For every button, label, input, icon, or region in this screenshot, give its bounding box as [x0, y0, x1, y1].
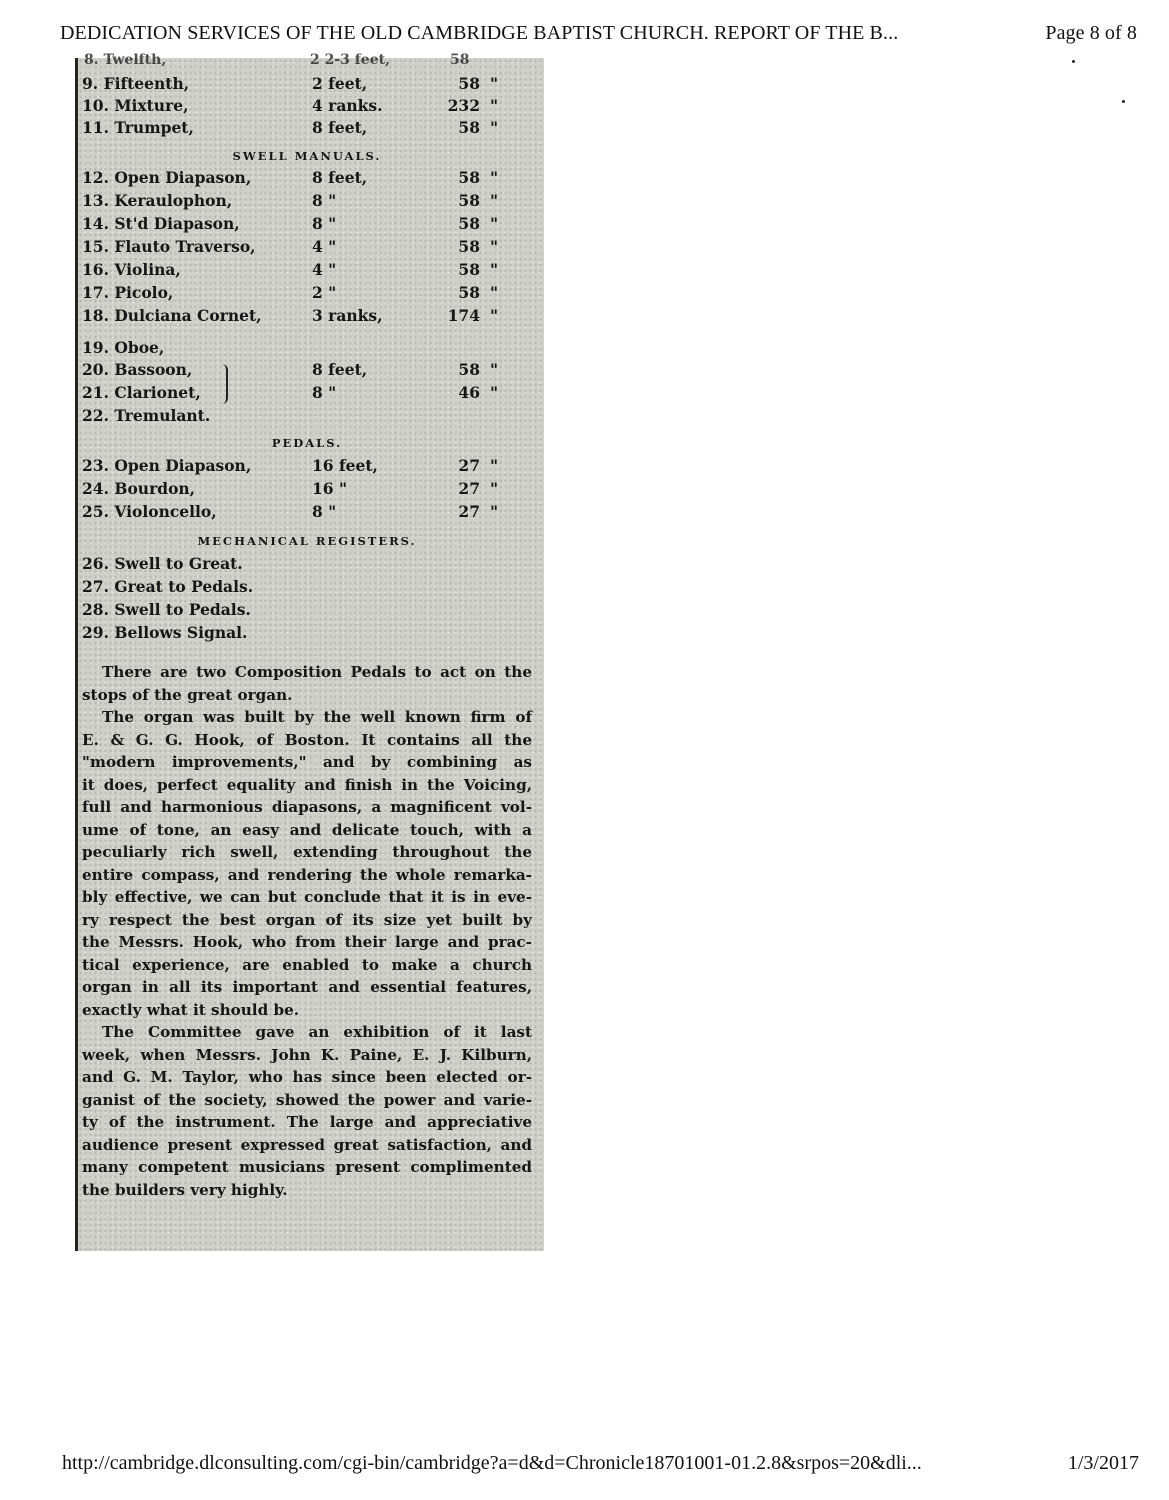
scan-speck: [1122, 100, 1125, 103]
stop-pipes: 58: [458, 74, 480, 93]
article-line: ty of the instrument. The large and appreciative: [82, 1113, 532, 1131]
stop-name: 24. Bourdon,: [82, 479, 196, 498]
stop-row: [82, 283, 532, 305]
article-line: the Messrs. Hook, who from their large and prac-: [82, 933, 532, 951]
stop-row: [82, 237, 532, 259]
ditto-mark: ": [490, 502, 499, 521]
pedals-heading: PEDALS.: [271, 436, 343, 450]
mechanical-registers-heading: MECHANICAL REGISTERS.: [197, 534, 417, 548]
article-line: ume of tone, an easy and delicate touch, with a: [82, 820, 532, 839]
article-line: many competent musicians present complimented: [82, 1158, 532, 1176]
stop-size: 4 ": [312, 237, 337, 256]
article-line: audience present expressed great satisfaction, and: [82, 1135, 532, 1154]
document-title: DEDICATION SERVICES OF THE OLD CAMBRIDGE BAPTIST CHURCH. REPORT OF THE B...: [60, 22, 899, 44]
article-body: [82, 661, 532, 1201]
stop-pipes: 174: [447, 306, 480, 325]
stop-pipes: 58: [458, 168, 480, 187]
register-row: 29. Bellows Signal.: [82, 623, 248, 642]
stop-row: [82, 96, 532, 118]
stop-row: [82, 260, 532, 282]
ditto-mark: ": [490, 118, 499, 137]
ditto-mark: ": [490, 306, 499, 325]
stop-size: 8 ": [312, 502, 337, 521]
stop-name: 12. Open Diapason,: [82, 168, 252, 187]
stop-name: 10. Mixture,: [82, 96, 189, 115]
stop-size: 2 feet,: [312, 74, 368, 93]
stop-row: [82, 479, 532, 501]
stop-pipes: 58: [458, 360, 480, 379]
article-line: tical experience, are enabled to make a church: [82, 955, 532, 974]
cut-line-name: 8. Twelfth,: [84, 52, 167, 68]
ditto-mark: ": [490, 237, 499, 256]
stop-size: 8 feet,: [312, 118, 368, 137]
ditto-mark: ": [490, 283, 499, 302]
stop-pipes: 46: [458, 383, 480, 402]
cut-line-pipes: 58: [450, 52, 470, 68]
stop-pipes: 27: [458, 479, 480, 498]
stop-row: [82, 383, 532, 405]
stop-size: 16 ": [312, 479, 348, 498]
stop-pipes: 58: [458, 214, 480, 233]
stop-pipes: 58: [458, 283, 480, 302]
ditto-mark: ": [490, 360, 499, 379]
stop-name: 16. Violina,: [82, 260, 181, 279]
ditto-mark: ": [490, 74, 499, 93]
article-line: The organ was built by the well known firm of: [102, 708, 532, 726]
article-line: ganist of the society, showed the power and varie-: [82, 1090, 532, 1109]
swell-manuals-heading: SWELL MANUALS.: [232, 149, 382, 163]
print-date: 1/3/2017: [1067, 1452, 1139, 1474]
article-line: ry respect the best organ of its size yet built by: [82, 910, 532, 929]
stop-size: 8 feet,: [312, 360, 368, 379]
cut-line-size: 2 2-3 feet,: [310, 52, 390, 68]
stop-name: 9. Fifteenth,: [82, 74, 190, 93]
stop-name: 11. Trumpet,: [82, 118, 194, 137]
stop-row: [82, 338, 532, 360]
stop-size: 8 feet,: [312, 168, 368, 187]
stop-size: 4 ranks.: [312, 96, 383, 115]
stop-row: [82, 360, 532, 382]
stop-size: 8 ": [312, 383, 337, 402]
stop-pipes: 27: [458, 502, 480, 521]
stop-size: 3 ranks,: [312, 306, 383, 325]
newspaper-clipping: [75, 52, 544, 1251]
stop-name: 23. Open Diapason,: [82, 456, 252, 475]
ditto-mark: ": [490, 260, 499, 279]
article-line: exactly what it should be.: [82, 1000, 300, 1019]
scan-speck: [1072, 60, 1075, 63]
print-header: [60, 22, 1137, 45]
article-line: The Committee gave an exhibition of it last: [102, 1023, 532, 1041]
article-line: and G. M. Taylor, who has since been elected or-: [82, 1068, 532, 1086]
stop-row: [82, 168, 532, 190]
stop-row: [82, 502, 532, 524]
stop-pipes: 58: [458, 237, 480, 256]
stop-pipes: 27: [458, 456, 480, 475]
article-line: stops of the great organ.: [82, 685, 293, 704]
stop-row: [82, 406, 532, 428]
ditto-mark: ": [490, 168, 499, 187]
article-line: it does, perfect equality and finish in the Voicing,: [82, 775, 532, 794]
stop-name: 13. Keraulophon,: [82, 191, 233, 210]
stop-name: 22. Tremulant.: [82, 406, 211, 425]
stop-name: 15. Flauto Traverso,: [82, 237, 256, 256]
stop-row: [82, 191, 532, 213]
register-row: 28. Swell to Pedals.: [82, 600, 251, 619]
article-line: entire compass, and rendering the whole remarka-: [82, 865, 532, 884]
source-url: http://cambridge.dlconsulting.com/cgi-bin/cambridge?a=d&d=Chronicle18701001-01.2.8&srpos=20&dli...: [62, 1452, 922, 1474]
ditto-mark: ": [490, 214, 499, 233]
article-line: bly effective, we can but conclude that it is in eve-: [82, 888, 532, 906]
article-line: There are two Composition Pedals to act on the: [102, 663, 532, 681]
page-number: Page 8 of 8: [1045, 22, 1137, 44]
register-row: 26. Swell to Great.: [82, 554, 243, 573]
print-footer: [62, 1452, 1139, 1475]
stop-row: [82, 74, 532, 96]
stop-name: 19. Oboe,: [82, 338, 165, 357]
stop-size: 2 ": [312, 283, 337, 302]
article-line: week, when Messrs. John K. Paine, E. J. Kilburn,: [82, 1045, 532, 1064]
stop-pipes: 232: [447, 96, 480, 115]
stop-size: 8 ": [312, 214, 337, 233]
stop-row: [82, 118, 532, 140]
stop-row: [82, 306, 532, 328]
stop-row: [82, 214, 532, 236]
stop-pipes: 58: [458, 191, 480, 210]
stop-pipes: 58: [458, 260, 480, 279]
stop-name: 17. Picolo,: [82, 283, 174, 302]
stop-size: 8 ": [312, 191, 337, 210]
stop-name: 25. Violoncello,: [82, 502, 217, 521]
stop-row: [82, 456, 532, 478]
stop-name: 18. Dulciana Cornet,: [82, 306, 262, 325]
ditto-mark: ": [490, 191, 499, 210]
ditto-mark: ": [490, 479, 499, 498]
stop-size: 16 feet,: [312, 456, 378, 475]
stop-size: 4 ": [312, 260, 337, 279]
cut-off-line: [78, 52, 544, 68]
stop-name: 20. Bassoon,: [82, 360, 193, 379]
stop-name: 21. Clarionet,: [82, 383, 201, 402]
article-line: peculiarly rich swell, extending throughout the: [82, 843, 532, 861]
ditto-mark: ": [490, 456, 499, 475]
ditto-mark: ": [490, 96, 499, 115]
stop-name: 14. St'd Diapason,: [82, 214, 240, 233]
register-row: 27. Great to Pedals.: [82, 577, 254, 596]
article-line: organ in all its important and essential features,: [82, 978, 532, 996]
ditto-mark: ": [490, 383, 499, 402]
article-line: E. & G. G. Hook, of Boston. It contains all the: [82, 730, 532, 749]
stop-pipes: 58: [458, 118, 480, 137]
article-line: the builders very highly.: [82, 1180, 288, 1199]
article-line: "modern improvements," and by combining as: [82, 753, 532, 771]
article-line: full and harmonious diapasons, a magnificent vol-: [82, 798, 532, 816]
